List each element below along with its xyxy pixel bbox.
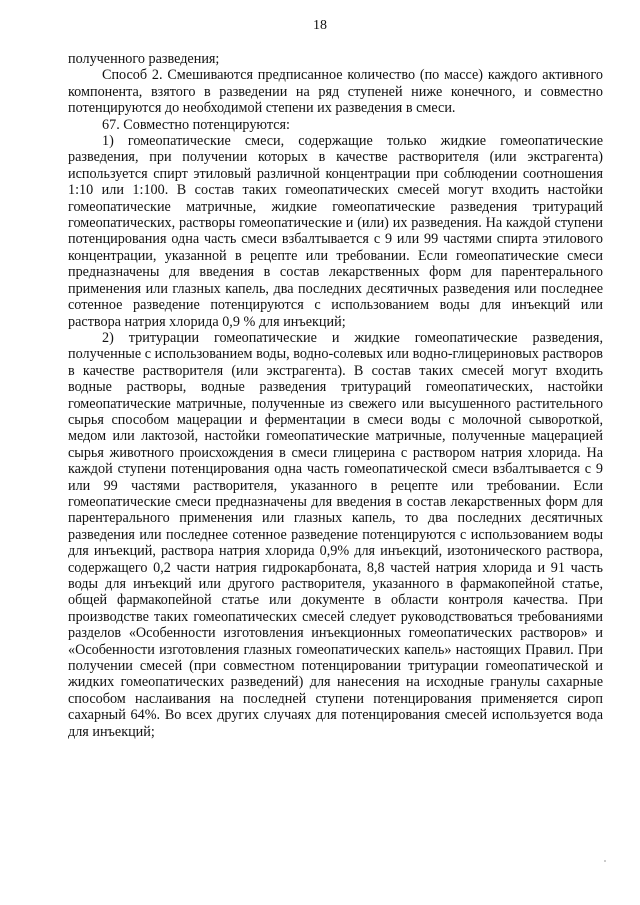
paragraph-subitem-2: 2) тритурации гомеопатические и жидкие гомеопатические разведения, полученные с использованием воды, водно-солевых или водно-глицериновых растворов в качестве растворителя (или экстрагента). В состав таких смесей могут входить водные растворы, водные разведения тритураций гомеопатических, настойки гомеопатические матричные, полученные из свежего или высушенного растительного сырья способом мацерации и ферментации в смеси воды с молочной сывороткой, медом или лактозой, настойки гомеопатические матричные, полученные мацерацией сырья животного происхождения в смеси глицерина с раствором натрия хлорида. На каждой ступени потенцирования одна часть гомеопатической смеси взбалтывается с 9 или 99 частями растворителя, указанного в рецепте или требовании. Если гомеопатические смеси предназначены для введения в состав лекарственных форм для парентерального применения или глазных капель, то два последних десятичных разведения или последнее сотенное разведение потенцируются с использованием воды для инъекций, раствора натрия хлорида 0,9% для инъекций, изотонического раствора, содержащего 0,2 части натрия гидрокарбоната, 8,8 частей натрия хлорида и 91 часть воды для инъекций или другого растворителя, указанного в фармакопейной статье, общей фармакопейной статье или документе в области контроля качества. При производстве таких гомеопатических смесей следует руководствоваться требованиями разделов «Особенности изготовления инъекционных гомеопатических растворов» и «Особенности изготовления глазных гомеопатических капель» настоящих Правил. При получении смесей (при совместном потенцировании тритурации гомеопатической и жидких гомеопатических разведений) для нанесения на исходные гранулы сахарные способом наслаивания на последней ступени потенцирования применяется сироп сахарный 64%. Во всех других случаях для потенцирования смесей используется вода для инъекций;: [68, 329, 603, 740]
paragraph-item-67: 67. Совместно потенцируются:: [102, 116, 290, 133]
paragraph-continuation: полученного разведения;: [68, 51, 220, 67]
scan-artifact-dot: [604, 860, 606, 862]
document-body: [68, 51, 603, 740]
paragraph-subitem-1: 1) гомеопатические смеси, содержащие только жидкие гомеопатические разведения, при получении которых в качестве растворителя (или экстрагента) используется спирт этиловый различной концентрации при соблюдении соотношения 1:10 или 1:100. В состав таких гомеопатических смесей могут входить настойки гомеопатические матричные, жидкие гомеопатические разведения тритураций гомеопатических, растворы гомеопатические и (или) их разведения. На каждой ступени потенцирования одна часть смеси взбалтывается с 9 или 99 частями спирта этилового концентрации, указанной в рецепте или требовании. Если гомеопатические смеси предназначены для введения в состав лекарственных форм для парентерального применения или глазных капель, два последних десятичных разведения или последнее сотенное разведение потенцируются с использованием воды для инъекций или раствора натрия хлорида 0,9 % для инъекций;: [68, 133, 603, 330]
page-number: 18: [313, 18, 327, 33]
paragraph-method-2: Способ 2. Смешиваются предписанное количество (по массе) каждого активного компонента, взятого в разведении на ряд ступеней ниже конечного, и совместно потенцируются до необходимой степени их разведения в смеси.: [68, 67, 603, 117]
